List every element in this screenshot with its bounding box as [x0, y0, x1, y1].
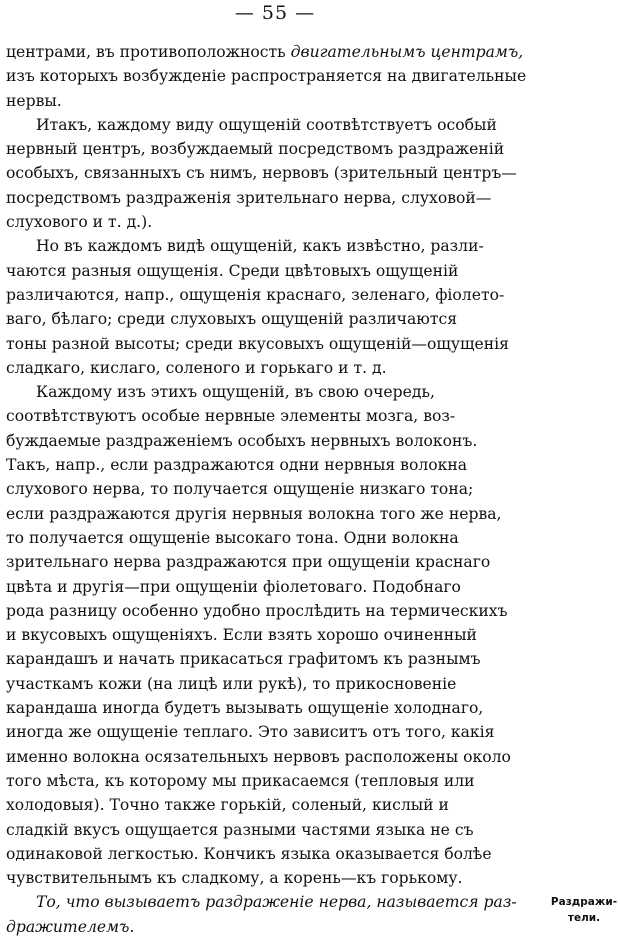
text-line: тоны разной высоты; среди вкусовыхъ ощущеній—ощущенія [6, 334, 509, 353]
italic-phrase: двигательнымъ центрамъ, [290, 43, 524, 61]
paragraph-4 [6, 380, 541, 890]
text-line: то получается ощущеніе высокаго тона. Одни волокна [6, 528, 459, 547]
body-text [6, 40, 541, 939]
text-line: иногда же ощущеніе теплаго. Это зависитъ отъ того, какія [6, 723, 495, 742]
text-line: Итакъ, каждому виду ощущеній соотвѣтствуетъ особый [36, 115, 497, 134]
text-line: сладкій вкусъ ощущается разными частями языка не съ [6, 820, 474, 839]
text-line: одинаковой легкостью. Кончикъ языка оказывается болѣе [6, 844, 492, 863]
text-line: слухового и т. д.). [6, 213, 153, 232]
text-line: если раздражаются другія нервныя волокна того же нерва, [6, 504, 502, 523]
margin-note-line: Раздражи- [550, 896, 618, 908]
text-line: слухового нерва, то получается ощущеніе низкаго тона; [6, 480, 474, 499]
text-line: дражителемъ. [6, 917, 135, 936]
text-line: именно волокна осязательныхъ нервовъ расположены около [6, 747, 511, 766]
text-line: и вкусовыхъ ощущеніяхъ. Если взять хорошо очиненный [6, 626, 477, 645]
text-line: буждаемые раздраженіемъ особыхъ нервныхъ волоконъ. [6, 431, 478, 450]
text-line: карандашъ и начать прикасаться графитомъ къ разнымъ [6, 650, 481, 669]
text-line-prefix: центрами, въ противоположность [6, 43, 291, 61]
paragraph-2 [6, 113, 541, 234]
text-line: нервный центръ, возбуждаемый посредствомъ раздраженій [6, 140, 505, 159]
text-line: Такъ, напр., если раздражаются одни нервныя волокна [6, 456, 468, 475]
text-line: ваго, бѣлаго; среди слуховыхъ ощущеній различаются [6, 310, 458, 329]
text-line: того мѣста, къ которому мы прикасаемся (тепловыя или [6, 771, 475, 790]
text-line: То, что вызываетъ раздраженіе нерва, называется раз- [36, 893, 517, 912]
text-line: цвѣта и другія—при ощущеніи фіолетоваго. Подобнаго [6, 577, 461, 596]
paragraph-1 [6, 40, 541, 113]
text-line: посредствомъ раздраженія зрительнаго нерва, слуховой— [6, 188, 492, 207]
text-line: Но въ каждомъ видѣ ощущеній, какъ извѣстно, разли- [36, 237, 484, 256]
margin-note [549, 894, 619, 926]
text-line: нервы. [6, 91, 62, 110]
text-line: изъ которыхъ возбужденіе распространяется на двигательные [6, 67, 527, 86]
page-number: — 55 — [234, 2, 316, 24]
text-line: особыхъ, связанныхъ съ нимъ, нервовъ (зрительный центръ— [6, 164, 517, 183]
text-line: холодовыя). Точно также горькій, соленый, кислый и [6, 796, 449, 815]
text-line: чаются разныя ощущенія. Среди цвѣтовыхъ ощущеній [6, 261, 459, 280]
text-line: сладкаго, кислаго, соленого и горькаго и т. д. [6, 358, 387, 377]
text-line: различаются, напр., ощущенія краснаго, зеленаго, фіолето- [6, 285, 505, 304]
text-line: рода разницу особенно удобно прослѣдить на термическихъ [6, 601, 508, 620]
text-line: чувствительнымъ къ сладкому, а корень—къ горькому. [6, 869, 463, 888]
definition-paragraph [6, 890, 541, 939]
text-line: зрительнаго нерва раздражаются при ощущеніи краснаго [6, 553, 491, 572]
margin-note-line: тели. [567, 912, 601, 924]
text-line: Каждому изъ этихъ ощущеній, въ свою очередь, [36, 383, 435, 402]
text-line: соотвѣтствуютъ особые нервные элементы мозга, воз- [6, 407, 456, 426]
text-line: участкамъ кожи (на лицѣ или рукѣ), то прикосновеніе [6, 674, 457, 693]
text-line: карандаша иногда будетъ вызывать ощущеніе холоднаго, [6, 699, 484, 718]
paragraph-3 [6, 234, 541, 380]
text-line [6, 40, 541, 64]
